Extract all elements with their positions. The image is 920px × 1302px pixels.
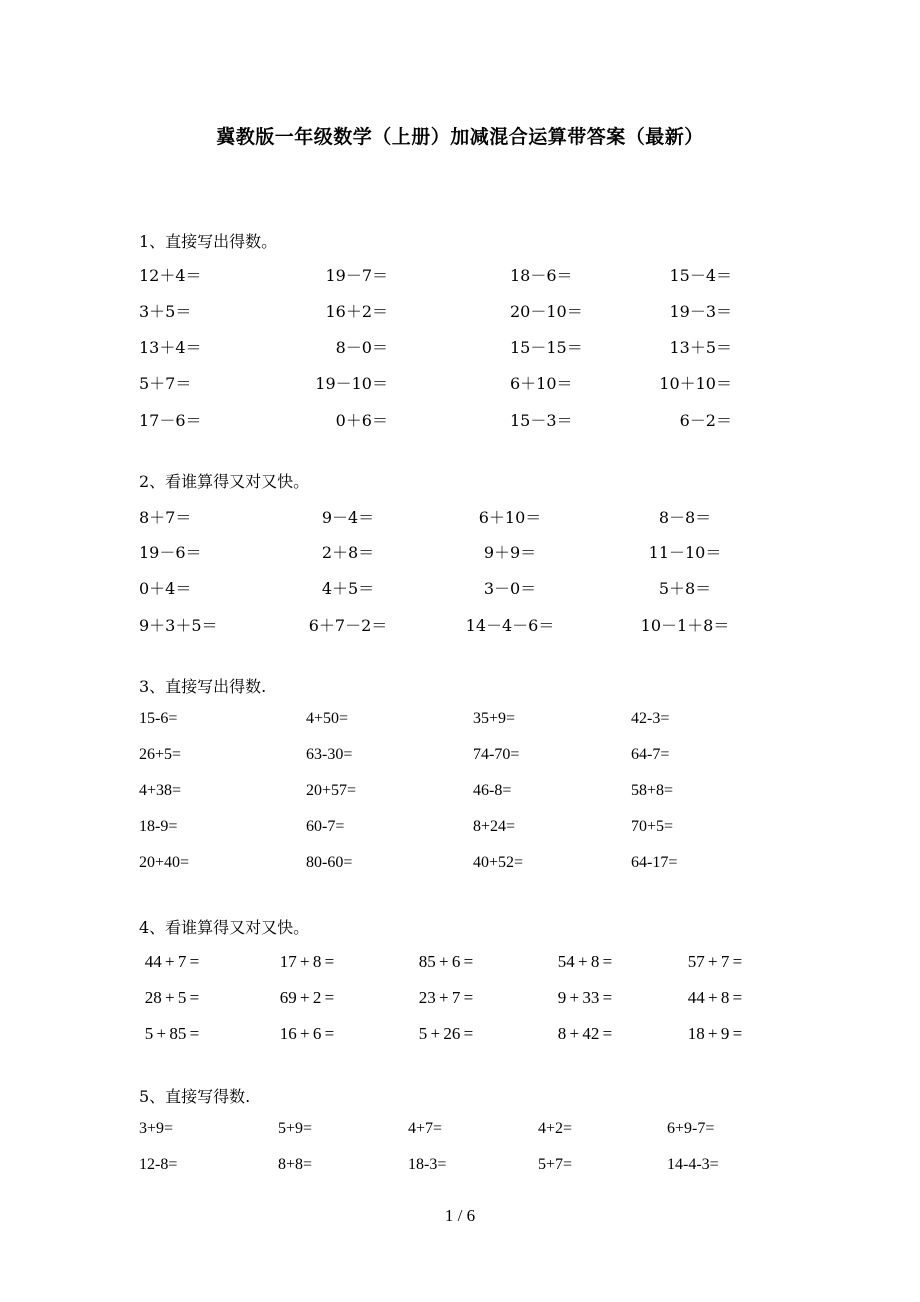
math-problem: 0＋4＝: [139, 579, 192, 598]
problem-row: [0, 818, 920, 842]
math-problem: 4+38=: [139, 782, 182, 799]
problem-row: [0, 263, 920, 287]
math-problem: 20－10＝: [510, 302, 583, 321]
problem-row: [0, 613, 920, 637]
math-problem: 42-3=: [631, 710, 670, 727]
math-problem: 8－0＝: [335, 338, 388, 357]
math-problem: 35+9=: [473, 710, 516, 727]
math-problem: 10－1＋8＝: [640, 616, 730, 635]
math-problem: 28 + 5 =: [144, 988, 200, 1007]
math-problem: 5 + 85 =: [144, 1024, 200, 1043]
math-problem: 10＋10＝: [659, 374, 732, 393]
math-problem: 3+9=: [139, 1120, 174, 1137]
problem-row: [0, 1120, 920, 1144]
math-problem: 6＋7－2＝: [308, 616, 388, 635]
math-problem: 44 + 8 =: [687, 988, 743, 1007]
math-problem: 9＋9＝: [483, 543, 537, 562]
math-problem: 5 + 26 =: [418, 1024, 474, 1043]
section-heading: 3、直接写出得数.: [139, 677, 267, 696]
math-problem: 26+5=: [139, 746, 182, 763]
problem-row: [0, 782, 920, 806]
problem-row: [0, 408, 920, 432]
problem-row: [0, 746, 920, 770]
math-problem: 8 + 42 =: [557, 1024, 613, 1043]
math-problem: 54 + 8 =: [557, 952, 613, 971]
math-problem: 8＋7＝: [139, 508, 192, 527]
math-problem: 58+8=: [631, 782, 674, 799]
math-problem: 17－6＝: [139, 411, 202, 430]
math-problem: 6＋10＝: [510, 374, 573, 393]
math-problem: 12＋4＝: [139, 266, 202, 285]
math-problem: 15－3＝: [510, 411, 573, 430]
math-problem: 16＋2＝: [325, 302, 388, 321]
page-title: 冀教版一年级数学（上册）加减混合运算带答案（最新）: [216, 126, 704, 148]
section-heading: 4、看谁算得又对又快。: [139, 918, 310, 937]
math-problem: 3－0＝: [483, 579, 537, 598]
math-problem: 4+2=: [538, 1120, 573, 1137]
page-number: 1 / 6: [444, 1206, 476, 1225]
math-problem: 23 + 7 =: [418, 988, 474, 1007]
problem-row: [0, 505, 920, 529]
math-problem: 46-8=: [473, 782, 512, 799]
math-problem: 9＋3＋5＝: [139, 616, 218, 635]
math-problem: 60-7=: [306, 818, 345, 835]
math-problem: 63-30=: [306, 746, 353, 763]
problem-row: [0, 1024, 920, 1048]
math-problem: 8+8=: [278, 1156, 313, 1173]
math-problem: 8+24=: [473, 818, 516, 835]
math-problem: 15－4＝: [669, 266, 732, 285]
math-problem: 9 + 33 =: [557, 988, 613, 1007]
math-problem: 5+9=: [278, 1120, 313, 1137]
math-problem: 85 + 6 =: [418, 952, 474, 971]
problem-row: [0, 335, 920, 359]
math-problem: 8－8＝: [658, 508, 712, 527]
math-problem: 15－15＝: [510, 338, 583, 357]
math-problem: 74-70=: [473, 746, 520, 763]
math-problem: 15-6=: [139, 710, 178, 727]
math-problem: 18 + 9 =: [687, 1024, 743, 1043]
math-problem: 64-7=: [631, 746, 670, 763]
math-problem: 3＋5＝: [139, 302, 192, 321]
math-problem: 12-8=: [139, 1156, 178, 1173]
math-problem: 6＋10＝: [478, 508, 542, 527]
problem-row: [0, 952, 920, 976]
math-problem: 70+5=: [631, 818, 674, 835]
problem-row: [0, 710, 920, 734]
math-problem: 18-9=: [139, 818, 178, 835]
math-problem: 44 + 7 =: [144, 952, 200, 971]
math-problem: 69 + 2 =: [279, 988, 335, 1007]
math-problem: 5+7=: [538, 1156, 573, 1173]
problem-row: [0, 854, 920, 878]
math-problem: 2＋8＝: [321, 543, 375, 562]
math-problem: 19－3＝: [669, 302, 732, 321]
math-problem: 14-4-3=: [667, 1156, 719, 1173]
problem-row: [0, 371, 920, 395]
math-problem: 19－7＝: [325, 266, 388, 285]
math-problem: 64-17=: [631, 854, 678, 871]
math-problem: 6+9-7=: [667, 1120, 715, 1137]
section-heading: 5、直接写得数.: [139, 1087, 251, 1106]
math-problem: 19－6＝: [139, 543, 202, 562]
math-problem: 80-60=: [306, 854, 353, 871]
math-problem: 18－6＝: [510, 266, 573, 285]
math-problem: 18-3=: [408, 1156, 447, 1173]
math-problem: 4＋5＝: [321, 579, 375, 598]
math-problem: 57 + 7 =: [687, 952, 743, 971]
math-problem: 20+40=: [139, 854, 190, 871]
problem-row: [0, 1156, 920, 1180]
math-problem: 0＋6＝: [335, 411, 388, 430]
math-problem: 40+52=: [473, 854, 524, 871]
section-heading: 1、直接写出得数。: [139, 232, 278, 251]
section-heading: 2、看谁算得又对又快。: [139, 472, 310, 491]
math-problem: 14－4－6＝: [465, 616, 555, 635]
problem-row: [0, 988, 920, 1012]
math-problem: 4+50=: [306, 710, 349, 727]
math-problem: 4+7=: [408, 1120, 443, 1137]
math-problem: 13＋4＝: [139, 338, 202, 357]
math-problem: 20+57=: [306, 782, 357, 799]
math-problem: 5＋8＝: [658, 579, 712, 598]
math-problem: 11－10＝: [648, 543, 722, 562]
problem-row: [0, 540, 920, 564]
math-problem: 17 + 8 =: [279, 952, 335, 971]
math-problem: 6－2＝: [679, 411, 732, 430]
math-problem: 16 + 6 =: [279, 1024, 335, 1043]
math-problem: 5＋7＝: [139, 374, 192, 393]
problem-row: [0, 299, 920, 323]
math-problem: 13＋5＝: [669, 338, 732, 357]
problem-row: [0, 576, 920, 600]
math-problem: 19－10＝: [315, 374, 388, 393]
math-problem: 9－4＝: [321, 508, 375, 527]
